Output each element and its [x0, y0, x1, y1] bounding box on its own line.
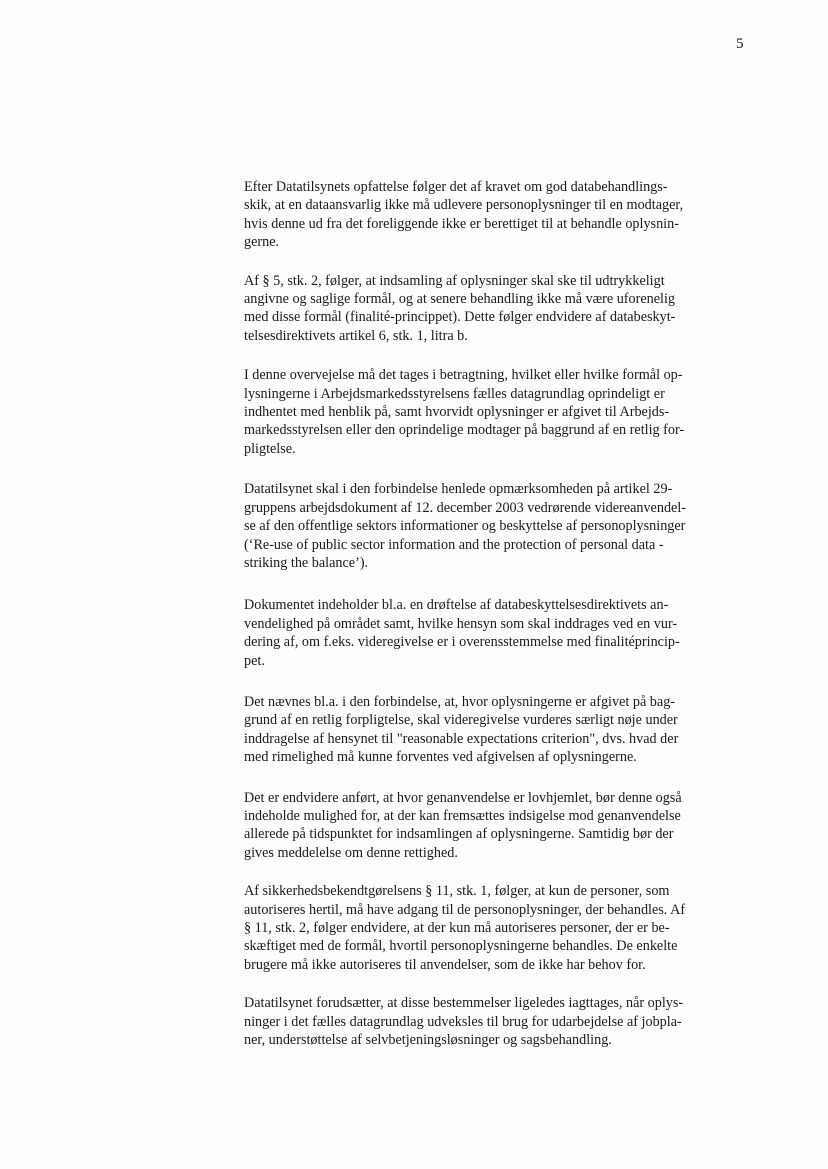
paragraph-7	[244, 789, 754, 863]
paragraph-5	[244, 596, 754, 670]
text-line: skik, at en dataansvarlig ikke må udlevere personoplysninger til en modtager,	[244, 197, 684, 214]
text-line: vendelighed på området samt, hvilke hensyn som skal inddrages ved en vur-	[244, 615, 678, 632]
text-line: gruppens arbejdsdokument af 12. december 2003 vedrørende videreanvendel-	[244, 499, 687, 516]
page-number: 5	[736, 36, 744, 52]
text-line: ner, understøttelse af selvbetjeningsløsninger og sagsbehandling.	[244, 1032, 612, 1049]
text-line: autoriseres hertil, må have adgang til de personoplysninger, der behandles. Af	[244, 901, 686, 918]
paragraph-1	[244, 178, 754, 252]
paragraph-6	[244, 693, 754, 767]
paragraph-8	[244, 882, 754, 974]
paragraph-2	[244, 272, 754, 346]
text-line: pligtelse.	[244, 440, 296, 457]
text-line: Af § 5, stk. 2, følger, at indsamling af oplysninger skal ske til udtrykkeligt	[244, 272, 665, 289]
text-line: I denne overvejelse må det tages i betragtning, hvilket eller hvilke formål op-	[244, 367, 683, 384]
text-line: pet.	[244, 652, 265, 669]
text-line: telsesdirektivets artikel 6, stk. 1, litra b.	[244, 327, 468, 344]
text-line: Af sikkerhedsbekendtgørelsens § 11, stk. 1, følger, at kun de personer, som	[244, 883, 670, 900]
text-line: med rimelighed må kunne forventes ved afgivelsen af oplysningerne.	[244, 749, 637, 766]
text-line: § 11, stk. 2, følger endvidere, at der kun må autoriseres personer, der er be-	[244, 920, 670, 936]
text-line: skæftiget med de formål, hvortil personoplysningerne behandles. De enkelte	[244, 938, 678, 955]
text-line: inddragelse af hensynet til "reasonable expectations criterion", dvs. hvad der	[244, 730, 679, 747]
text-line: se af den offentlige sektors informationer og beskyttelse af personoplysninger	[244, 518, 686, 535]
text-line: striking the balance’).	[244, 554, 369, 571]
paragraph-9	[244, 994, 754, 1049]
text-line: markedsstyrelsen eller den oprindelige modtager på baggrund af en retlig for-	[244, 422, 685, 439]
text-line: Det nævnes bl.a. i den forbindelse, at, hvor oplysningerne er afgivet på bag-	[244, 693, 676, 710]
text-line: brugere må ikke autoriseres til anvendelser, som de ikke har behov for.	[244, 956, 646, 973]
text-line: Datatilsynet skal i den forbindelse henlede opmærksomheden på artikel 29-	[244, 481, 673, 498]
text-line: Efter Datatilsynets opfattelse følger det af kravet om god databehandlings-	[244, 179, 668, 195]
text-line: Det er endvidere anført, at hvor genanvendelse er lovhjemlet, bør denne også	[244, 789, 682, 806]
text-line: grund af en retlig forpligtelse, skal videregivelse vurderes særligt nøje under	[244, 712, 678, 729]
text-line: med disse formål (finalité-princippet). Dette følger endvidere af databeskyt-	[244, 309, 676, 326]
text-line: dering af, om f.eks. videregivelse er i overensstemmelse med finalitéprincip-	[244, 634, 680, 651]
text-line: indhentet med henblik på, samt hvorvidt oplysninger er afgivet til Arbejds-	[244, 404, 670, 421]
text-line: hvis denne ud fra det foreliggende ikke er berettiget til at behandle oplysnin-	[244, 215, 679, 232]
paragraph-4	[244, 480, 754, 572]
text-line: ninger i det fælles datagrundlag udveksles til brug for udarbejdelse af jobpla-	[244, 1013, 682, 1030]
document-body	[244, 178, 754, 1049]
text-line: Datatilsynet forudsætter, at disse bestemmelser ligeledes iagttages, når oplys-	[244, 995, 684, 1012]
text-line: Dokumentet indeholder bl.a. en drøftelse af databeskyttelsesdirektivets an-	[244, 597, 669, 614]
text-line: indeholde mulighed for, at der kan fremsættes indsigelse mod genanvendelse	[244, 807, 681, 824]
paragraph-3	[244, 366, 754, 458]
text-line: gives meddelelse om denne rettighed.	[244, 844, 458, 861]
text-line: (‘Re-use of public sector information and the protection of personal data -	[244, 536, 664, 553]
text-line: allerede på tidspunktet for indsamlingen af oplysningerne. Samtidig bør der	[244, 826, 674, 843]
text-line: lysningerne i Arbejdsmarkedsstyrelsens fælles datagrundlag oprindeligt er	[244, 385, 665, 402]
text-line: angivne og saglige formål, og at senere behandling ikke må være uforenelig	[244, 291, 676, 308]
text-line: gerne.	[244, 234, 280, 251]
